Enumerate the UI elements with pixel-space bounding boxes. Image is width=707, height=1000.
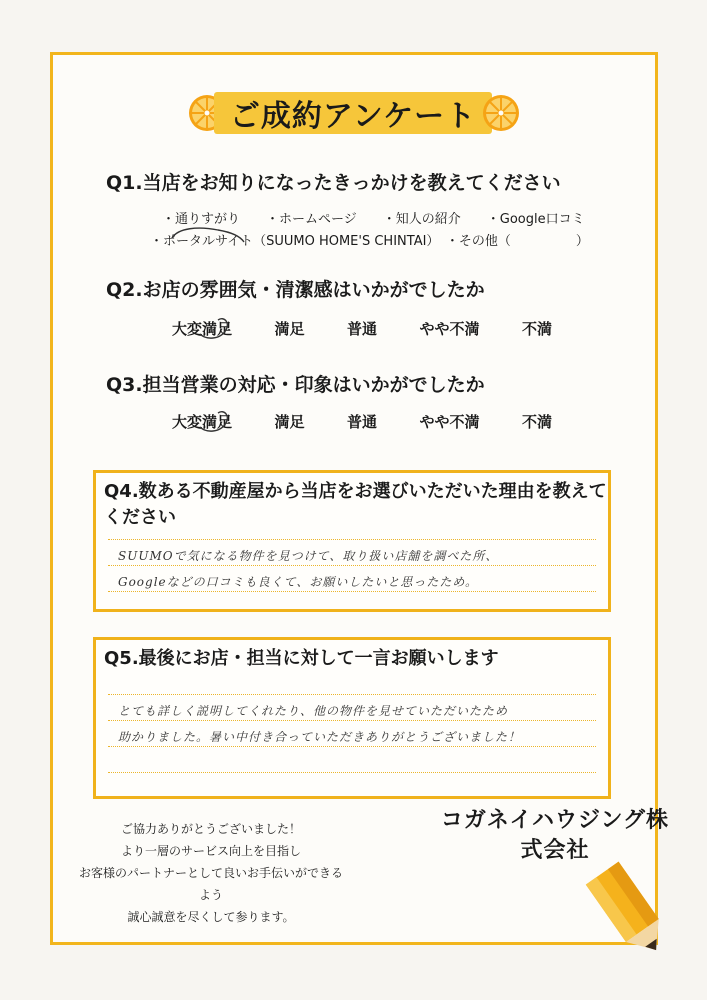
answer-line <box>108 746 596 747</box>
q3-question: Q3.担当営業の対応・印象はいかがでしたか <box>106 374 485 396</box>
q4-question <box>104 479 607 531</box>
q3-option: やや不満 <box>419 413 480 431</box>
q5-question: Q5.最後にお店・担当に対して一言お願いします <box>104 648 499 669</box>
q3-selection-mark <box>196 405 232 435</box>
company-name-line2: 式会社 <box>520 838 590 863</box>
answer-line <box>108 565 596 566</box>
thanks-line: お客様のパートナーとして良いお手伝いができるよう <box>78 866 343 902</box>
q3-option: 満足 <box>274 413 305 431</box>
q4-box <box>93 470 611 612</box>
q1-question: Q1.当店をお知りになったきっかけを教えてください <box>106 172 561 194</box>
q5-answer-line1: とても詳しく説明してくれたり、他の物件を見せていただいたため <box>118 704 509 718</box>
answer-line <box>108 720 596 721</box>
q2-option: 満足 <box>274 320 305 338</box>
q2-option: 普通 <box>346 320 377 338</box>
q2-selection-mark <box>196 312 232 342</box>
pencil-icon <box>578 855 678 965</box>
answer-line <box>108 772 596 773</box>
title-banner <box>186 88 520 138</box>
answer-line <box>108 694 596 695</box>
q2-question: Q2.お店の雰囲気・清潔感はいかがでしたか <box>106 279 485 301</box>
thanks-line: 誠心誠意を尽くして参ります。 <box>127 910 295 924</box>
q3-option: 不満 <box>521 413 552 431</box>
answer-line <box>108 539 596 540</box>
q2-option: 不満 <box>521 320 552 338</box>
q4-answer-line2: Googleなどの口コミも良くて、お願いしたいと思ったため。 <box>118 575 478 589</box>
q5-box <box>93 637 611 799</box>
q4-question-line1: Q4.数ある不動産屋から当店をお選びいただいた理由を教えて <box>104 481 607 502</box>
q1-options-row2: ・ポータルサイト（SUUMO HOME'S CHINTAI） ・その他（ ） <box>150 234 589 249</box>
company-name-line1: コガネイハウジング株 <box>440 808 670 833</box>
q3-option: 普通 <box>346 413 377 431</box>
q4-question-line2: ください <box>104 507 176 528</box>
thanks-line: ご協力ありがとうございました！ <box>120 822 301 836</box>
page-title: ご成約アンケート <box>229 99 477 134</box>
orange-slice-icon <box>482 94 520 132</box>
q3-option: 大変満足 <box>172 413 233 431</box>
q1-options-row1: ・通りすがり ・ホームページ ・知人の紹介 ・Google口コミ <box>162 212 585 227</box>
q5-answer-line2: 助かりました。暑い中付き合っていただきありがとうございました！ <box>118 730 522 744</box>
thanks-line: より一層のサービス向上を目指し <box>120 844 301 858</box>
answer-line <box>108 591 596 592</box>
thanks-message <box>76 818 346 928</box>
q4-answer-line1: SUUMOで気になる物件を見つけて、取り扱い店舗を調べた所、 <box>118 549 499 563</box>
q2-option: 大変満足 <box>172 320 233 338</box>
q1-selection-mark <box>168 224 248 248</box>
q2-option: やや不満 <box>419 320 480 338</box>
